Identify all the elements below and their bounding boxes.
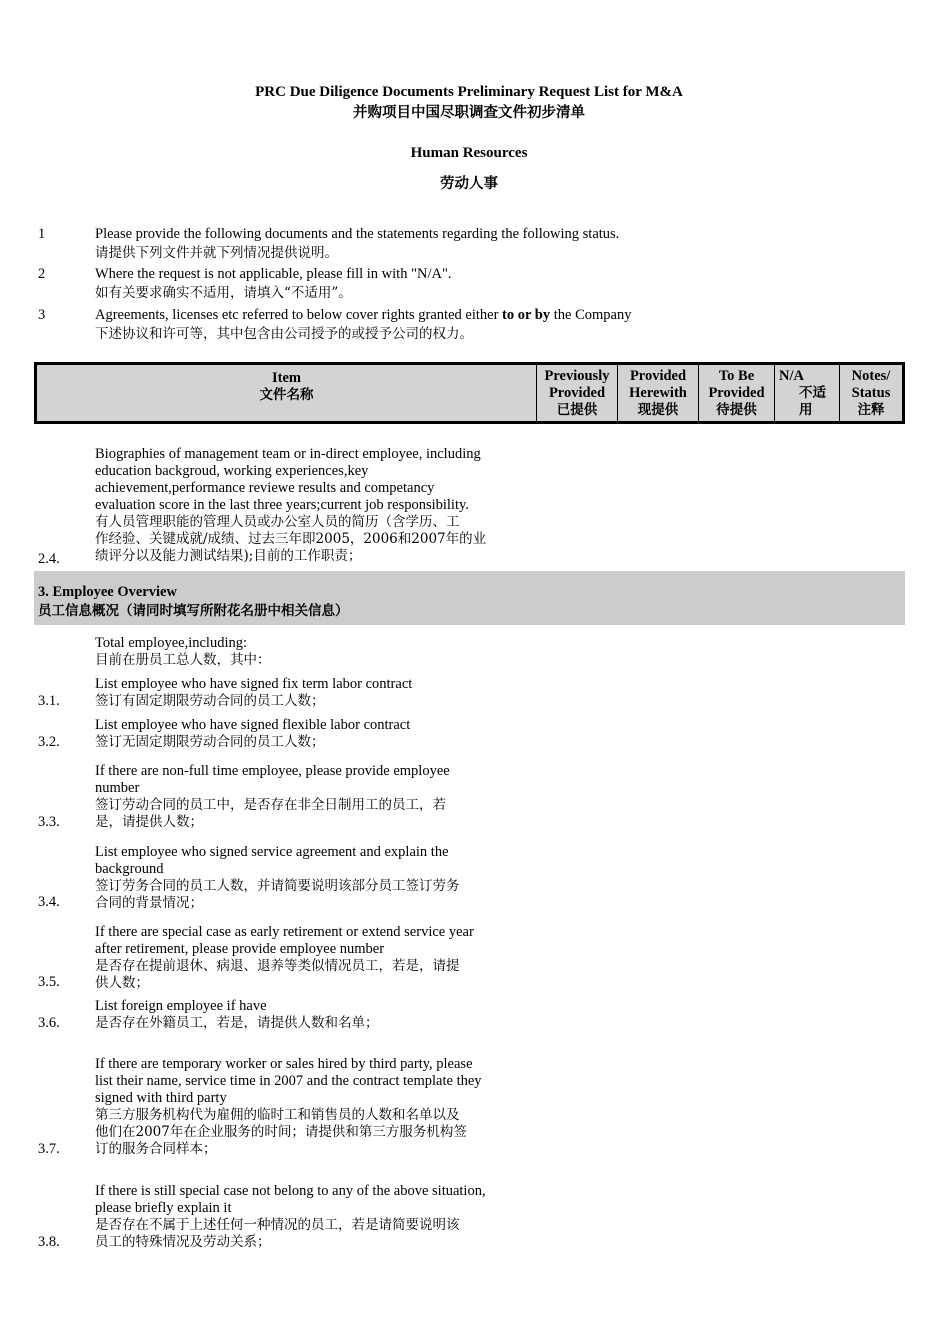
note-number: 1: [38, 226, 46, 242]
item-number: 3.8.: [38, 1234, 60, 1250]
list-item-3-7: If there are temporary worker or sales hired by third party, please list their name, service time in 2007 and the contract template they signed with third party 第三方服务机构代为雇佣的临时工和销售员的人数和名单以及 他们在2007年在企业服务的时间；请提供和第三方服务机构签 订的服务合同样本；: [95, 1056, 482, 1157]
note-text: Agreements, licenses etc referred to below cover rights granted either to or by the Company: [95, 307, 632, 323]
item-number: 3.1.: [38, 693, 60, 709]
note-number: 3: [38, 307, 46, 323]
section-title-zh: 劳动人事: [440, 175, 498, 192]
note-text-zh: 下述协议和许可等，其中包含由公司授予的或授予公司的权力。: [95, 326, 473, 342]
note-text-zh: 请提供下列文件并就下列情况提供说明。: [95, 245, 338, 261]
page-title-zh: 并购项目中国尽职调查文件初步清单: [353, 104, 585, 121]
note-text-zh: 如有关要求确实不适用，请填入“不适用”。: [95, 285, 352, 301]
list-item-3-4: List employee who signed service agreement and explain the background 签订劳务合同的员工人数，并请简要说明该部分员工签订劳务 合同的背景情况；: [95, 844, 460, 911]
header-to-be-provided: To Be Provided 待提供: [698, 365, 774, 421]
header-provided-herewith: Provided Herewith 现提供: [617, 365, 698, 421]
header-notes-status: Notes/ Status 注释: [839, 365, 902, 421]
item-number: 3.4.: [38, 894, 60, 910]
section-header-employee-overview: 3. Employee Overview 员工信息概况（请同时填写所附花名册中相关信息）: [34, 571, 905, 625]
note-text: Please provide the following documents and the statements regarding the following status.: [95, 226, 620, 242]
item-number: 2.4.: [38, 551, 60, 567]
header-item: Item 文件名称: [259, 370, 314, 403]
item-number: 3.2.: [38, 734, 60, 750]
list-item-3-3: If there are non-full time employee, please provide employee number 签订劳动合同的员工中，是否存在非全日制用工的员工，若 是，请提供人数；: [95, 763, 450, 830]
list-item-2-4: Biographies of management team or in-direct employee, including education backgroud, working experiences,key achievement,performance reviewe results and competancy evaluation score in the last three years;current job responsibility. 有人员管理职能的管理人员或办公室人员的简历（含学历、工 作经验、关键成就/成绩、过去三年即2005，2006和2007年的业 绩评分以及能力测试结果);目前的工作职责；: [95, 446, 487, 564]
item-number: 3.3.: [38, 814, 60, 830]
page-title: PRC Due Diligence Documents Preliminary Request List for M&A: [255, 84, 683, 100]
note-bold-text: to or by: [502, 307, 551, 323]
section-title: Human Resources: [410, 145, 528, 161]
list-item-3-1: List employee who have signed fix term labor contract 签订有固定期限劳动合同的员工人数；: [95, 676, 413, 709]
table-header: [34, 362, 905, 424]
list-item-3-2: List employee who have signed flexible labor contract 签订无固定期限劳动合同的员工人数；: [95, 717, 411, 750]
list-item-3-8: If there is still special case not belong to any of the above situation, please briefly explain it 是否存在不属于上述任何一种情况的员工，若是请简要说明该 员工的特殊情况及劳动关系；: [95, 1183, 486, 1250]
list-item-3-5: If there are special case as early retirement or extend service year after retirement, please provide employee number 是否存在提前退休、病退、退养等类似情况员工，若是，请提 供人数；: [95, 924, 474, 991]
header-previously-provided: Previously Provided 已提供: [536, 365, 617, 421]
note-text: Where the request is not applicable, please fill in with "N/A".: [95, 266, 452, 282]
item-number: 3.5.: [38, 974, 60, 990]
note-number: 2: [38, 266, 46, 282]
list-item-3-6: List foreign employee if have 是否存在外籍员工，若是，请提供人数和名单；: [95, 998, 379, 1031]
list-item-total-employee: Total employee,including: 目前在册员工总人数，其中：: [95, 635, 271, 668]
header-na: N/A 不适 用: [774, 365, 839, 421]
item-number: 3.7.: [38, 1141, 60, 1157]
item-number: 3.6.: [38, 1015, 60, 1031]
